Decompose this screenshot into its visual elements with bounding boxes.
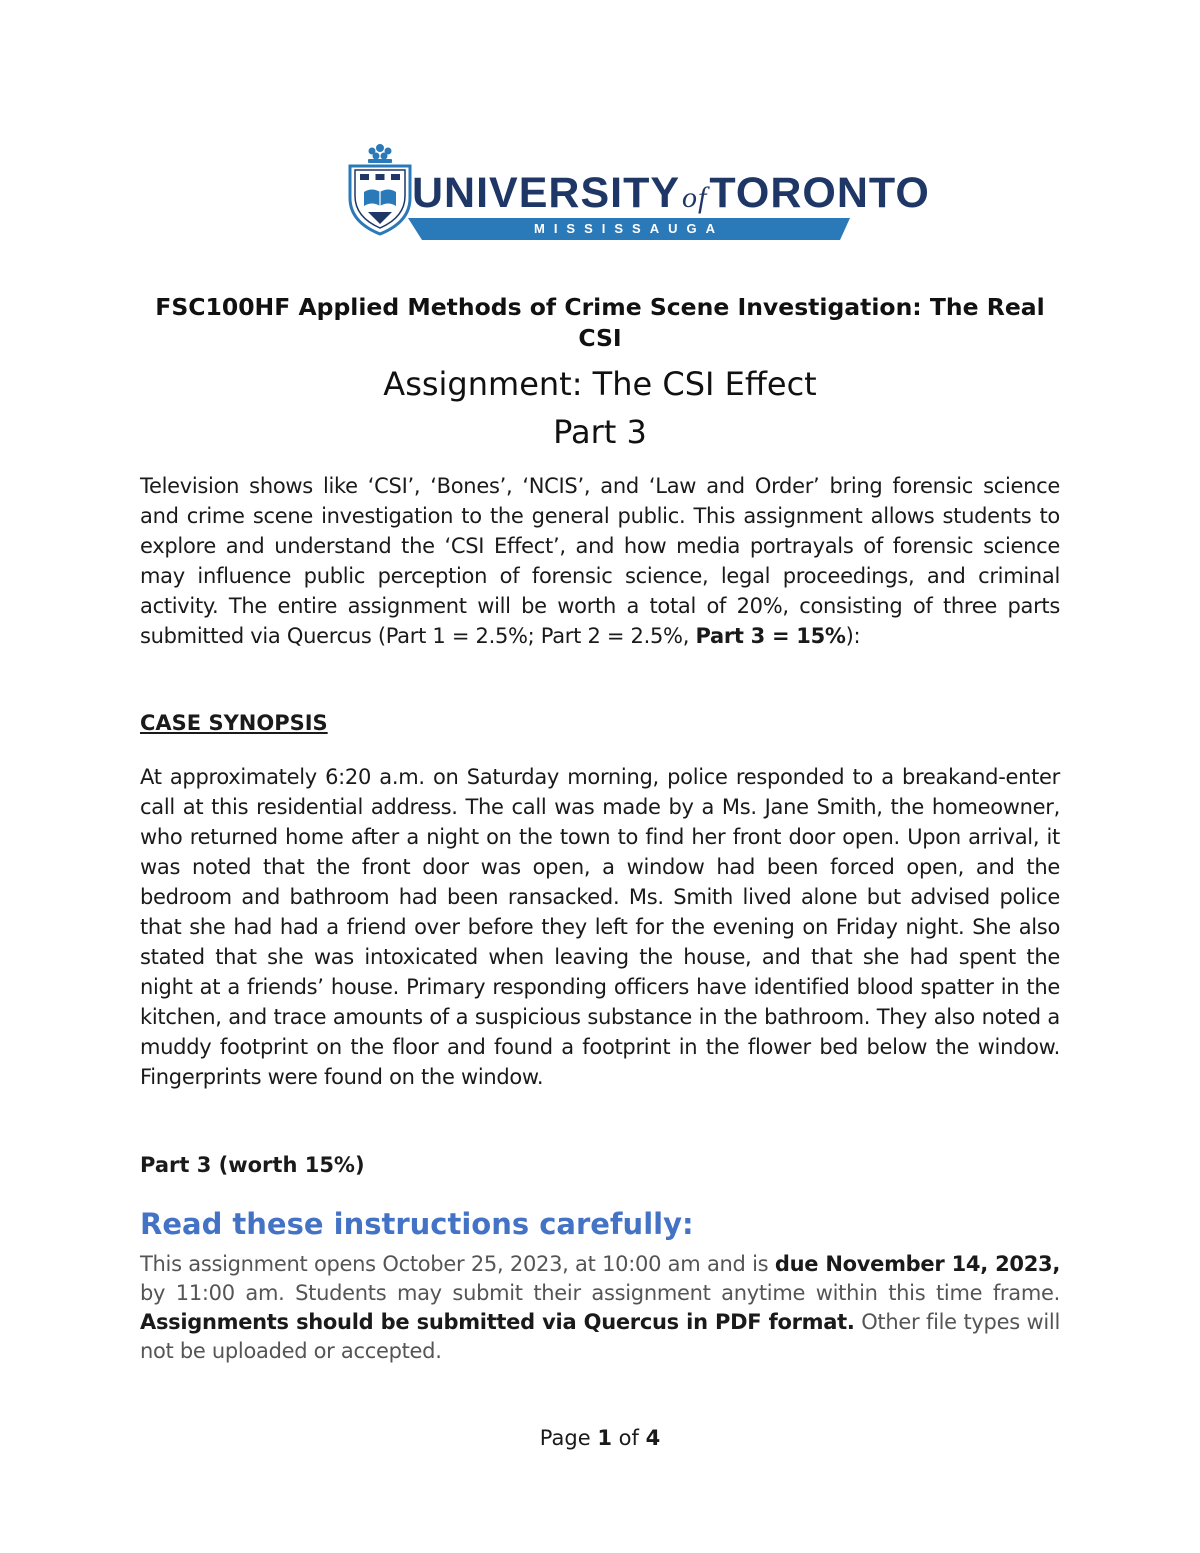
case-synopsis-paragraph: At approximately 6:20 a.m. on Saturday morning, police responded to a breakand-enter call at this residential address. The call was made by a Ms. Jane Smith, the homeowner, who returned home after a night on the town to find her front door open. Upon arrival, it was noted that the front door was open, a window had been forced open, and the bedroom and bathroom had been ransacked. Ms. Smith lived alone but advised police that she had had a friend over before they left for the evening on Friday night. She also stated that she was intoxicated when leaving the house, and that she had spent the night at a friends’ house. Primary responding officers have identified blood spatter in the kitchen, and trace amounts of a suspicious substance in the bathroom. They also noted a muddy footprint on the floor and found a footprint in the flower bed below the window. Fingerprints were found on the window.	[140, 765, 1060, 1089]
part-title: Part 3	[553, 413, 647, 451]
assignment-title: Assignment: The CSI Effect	[383, 365, 817, 403]
part3-heading: Part 3 (worth 15%)	[140, 1153, 365, 1177]
due-date: due November 14, 2023,	[774, 1252, 1060, 1276]
course-title: FSC100HF Applied Methods of Crime Scene Investigation: The Real CSI	[155, 293, 1045, 352]
part3-weight: Part 3 = 15%	[695, 624, 846, 648]
logo-campus-name: MISSISSAUGA	[533, 221, 724, 236]
university-logo	[344, 140, 930, 245]
case-synopsis-heading: CASE SYNOPSIS	[140, 711, 328, 735]
submission-format: Assignments should be submitted via Quercus in PDF format.	[140, 1310, 855, 1334]
intro-paragraph: Television shows like ‘CSI’, ‘Bones’, ‘NCIS’, and ‘Law and Order’ bring forensic science and crime scene investigation to the general public. This assignment allows students to explore and understand the ‘CSI Effect’, and how media portrayals of forensic science may influence public perception of forensic science, legal proceedings, and criminal activity. The entire assignment will be worth a total of 20%, consisting of three parts submitted via Quercus (Part 1 = 2.5%; Part 2 = 2.5%, Part 3 = 15%):	[140, 474, 1060, 648]
instructions-heading: Read these instructions carefully:	[140, 1207, 694, 1241]
logo-wordmark: UNIVERSITYofTORONTO	[412, 169, 930, 217]
instructions-paragraph: This assignment opens October 25, 2023, at 10:00 am and is due November 14, 2023, by 11:00 am. Students may submit their assignment anytime within this time frame. Assignments should be submitted via Quercus in PDF format. Other file types will not be uploaded or accepted.	[140, 1252, 1060, 1363]
page-number: Page 1 of 4	[539, 1426, 661, 1450]
university-crest-icon	[344, 140, 416, 236]
